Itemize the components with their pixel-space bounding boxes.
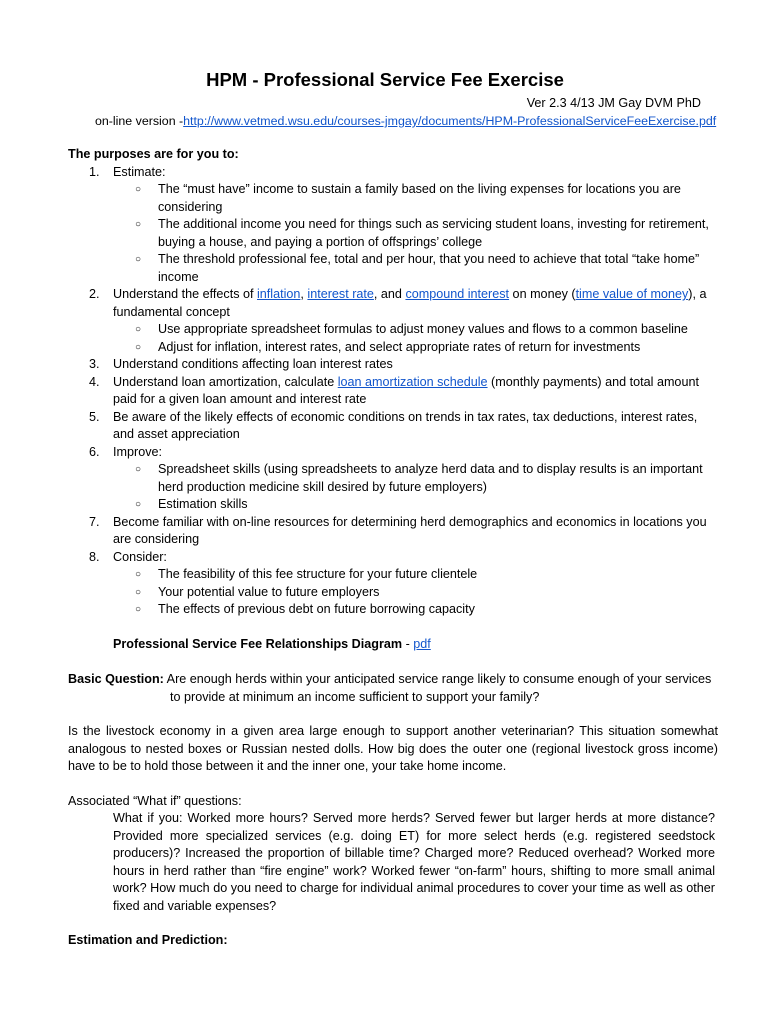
circle-bullet-icon: ○ — [135, 254, 142, 265]
diagram-label: Professional Service Fee Relationships Diagram — [113, 636, 403, 651]
sub-list-item: ○ The threshold professional fee, total and per hour, that you need to achieve that total “take home” income — [135, 252, 700, 284]
what-if-heading: Associated “What if” questions: — [68, 793, 242, 808]
list-item — [68, 444, 718, 514]
online-version-line — [95, 113, 716, 131]
list-item-text: Become familiar with on-line resources for determining herd demographics and economics in locations you are considering — [113, 514, 707, 546]
list-number: 5. — [89, 409, 100, 424]
sub-list-item: ○ Use appropriate spreadsheet formulas to adjust money values and flows to a common baseline — [113, 321, 718, 339]
sub-list-item: ○ The “must have” income to sustain a family based on the living expenses for locations you are considering — [135, 182, 681, 214]
list-number: 4. — [89, 374, 100, 389]
version-line: Ver 2.3 4/13 JM Gay DVM PhD — [526, 96, 701, 110]
estimation-heading: Estimation and Prediction: — [68, 933, 228, 947]
document-body — [68, 146, 718, 950]
sub-list-item: ○ Your potential value to future employers — [113, 584, 718, 602]
basic-question-text: Are enough herds within your anticipated service range likely to consume enough of your services — [163, 672, 712, 686]
list-item — [68, 374, 718, 409]
basic-question — [68, 671, 718, 706]
document-title: HPM - Professional Service Fee Exercise — [206, 69, 564, 90]
sub-list — [113, 321, 718, 356]
sub-list — [113, 566, 718, 619]
diagram-pdf-link[interactable]: pdf — [413, 636, 431, 651]
circle-bullet-icon: ○ — [135, 499, 142, 510]
circle-bullet-icon: ○ — [135, 464, 142, 475]
circle-bullet-icon: ○ — [135, 586, 142, 598]
list-item — [68, 164, 718, 287]
purposes-list — [68, 164, 718, 619]
what-if-body: What if you: Worked more hours? Served more herds? Served fewer but larger herds at more distance? Provided more specialized services (e.g. doing ET) for more select herds (e.g. registered seedstock producers)? Increased the proportion of billable time? Charged more? Reduced overhead? Worked more hours in herd rather than “fire engine” work? Worked fewer “on-farm” hours, shifting to more small animal work? How much do you need to charge for individual animal procedures to cover your time as well as other fixed and variable expenses? — [113, 811, 715, 913]
circle-bullet-icon: ○ — [135, 324, 142, 335]
list-item — [68, 356, 718, 374]
sub-list-item: ○ The feasibility of this fee structure for your future clientele — [113, 566, 718, 584]
list-item-text: Be aware of the likely effects of economic conditions on trends in tax rates, tax deductions, interest rates, and asset appreciation — [113, 409, 698, 441]
list-number: 6. — [89, 444, 100, 459]
list-item-text: Understand loan amortization, calculate loan amortization schedule (monthly payments) and total amount paid for a given loan amount and interest rate — [113, 374, 699, 406]
list-item — [68, 409, 718, 444]
circle-bullet-icon: ○ — [135, 219, 142, 230]
sub-list-item: ○ Estimation skills — [113, 496, 718, 514]
sub-list — [113, 181, 718, 286]
circle-bullet-icon: ○ — [135, 569, 142, 580]
diagram-line: Professional Service Fee Relationships Diagram - pdf — [113, 636, 431, 651]
circle-bullet-icon: ○ — [135, 604, 142, 615]
list-item — [68, 549, 718, 619]
list-number: 1. — [89, 164, 100, 179]
loan-amortization-schedule-link[interactable]: loan amortization schedule — [337, 374, 488, 389]
sub-list — [113, 461, 718, 514]
sub-list-item: ○ Adjust for inflation, interest rates, and select appropriate rates of return for investments — [113, 339, 718, 357]
list-item-text: Improve: — [113, 444, 162, 459]
compound-interest-link[interactable]: compound interest — [405, 287, 510, 301]
inflation-link[interactable]: inflation — [257, 287, 301, 301]
sub-list-item: ○ The additional income you need for things such as servicing student loans, investing for retirement, buying a house, and paying a portion of offsprings’ college — [135, 217, 709, 249]
time-value-of-money-link[interactable]: time value of money — [575, 287, 689, 301]
list-number: 2. — [89, 287, 100, 301]
list-item — [68, 514, 718, 549]
sub-list-item: ○ Spreadsheet skills (using spreadsheets to analyze herd data and to display results is an important herd production medicine skill desired by future employers) — [135, 462, 703, 494]
list-item — [68, 286, 718, 356]
sub-list-item: ○ The effects of previous debt on future borrowing capacity — [113, 601, 718, 619]
livestock-economy-paragraph: Is the livestock economy in a given area large enough to support another veterinarian? This situation somewhat analogous to nested boxes or Russian nested dolls. How big does the outer one (regional livestock gross income) have to be to hold those between it and the inner one, your take home income. — [68, 724, 718, 773]
basic-question-label: Basic Question: — [68, 672, 164, 686]
list-item-text: Estimate: — [113, 164, 166, 179]
circle-bullet-icon: ○ — [135, 184, 142, 195]
list-item-text: Understand the effects of inflation, interest rate, and compound interest on money (time value of money), a fundamental concept — [113, 287, 707, 319]
list-item-text: Understand conditions affecting loan interest rates — [113, 357, 393, 371]
basic-question-text-continued: to provide at minimum an income sufficient to support your family? — [170, 689, 540, 704]
list-number: 8. — [89, 549, 100, 564]
purposes-heading: The purposes are for you to: — [68, 147, 239, 161]
online-version-prefix: on-line version - — [95, 114, 184, 128]
list-item-text: Consider: — [113, 549, 167, 564]
list-number: 7. — [89, 514, 100, 529]
interest-rate-link[interactable]: interest rate — [307, 287, 374, 301]
list-number: 3. — [89, 357, 100, 371]
circle-bullet-icon: ○ — [135, 341, 142, 353]
online-version-link[interactable]: http://www.vetmed.wsu.edu/courses-jmgay/documents/HPM-ProfessionalServiceFeeExercise.pdf — [183, 114, 717, 128]
